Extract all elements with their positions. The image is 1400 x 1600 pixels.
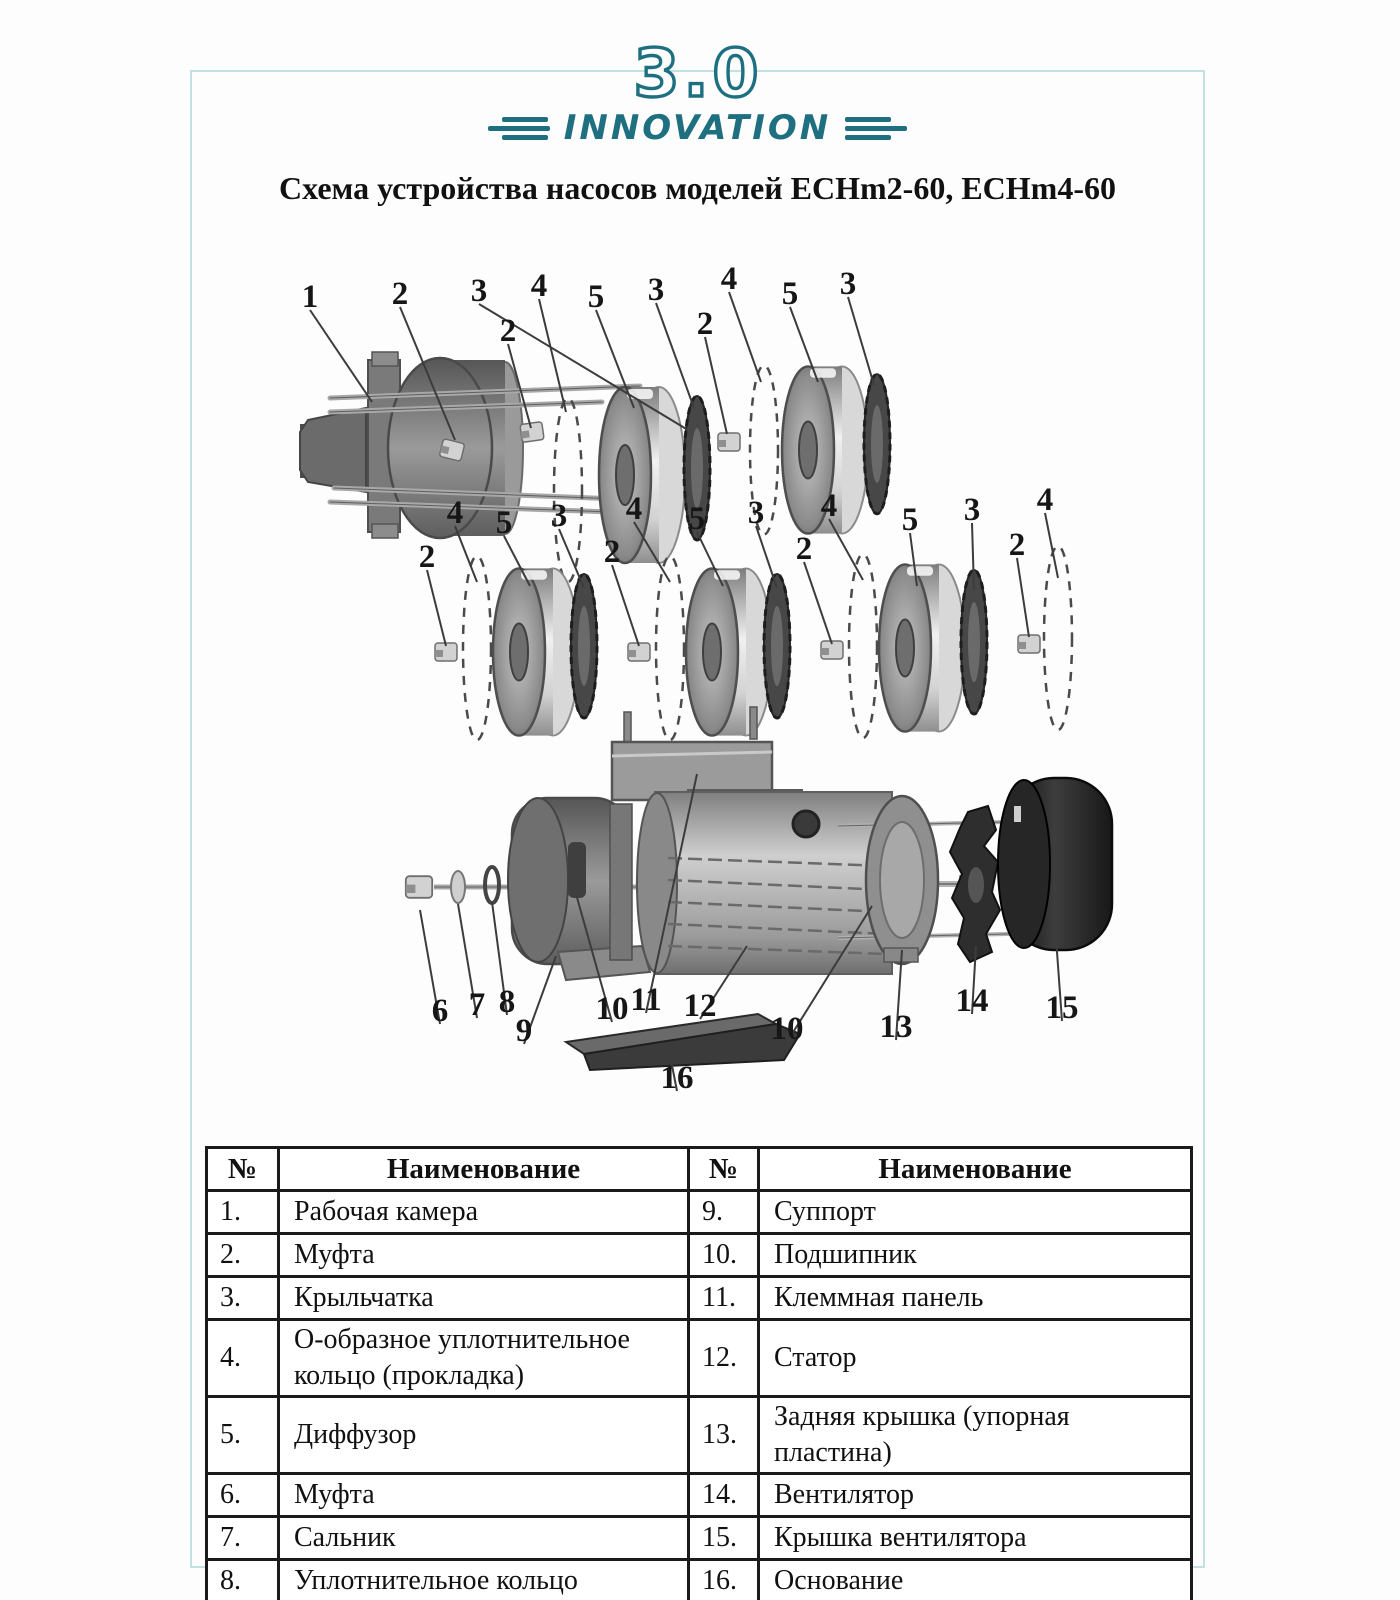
row-1-left-num: 1. [207, 1191, 279, 1234]
coupling-part [520, 422, 544, 443]
row-6-left-name: Муфта [279, 1474, 689, 1517]
callout-number-6: 6 [431, 993, 449, 1029]
callout-number-4: 4 [530, 268, 548, 304]
row-3-right-name: Клеммная панель [759, 1277, 1192, 1320]
callout-number-5: 5 [495, 505, 513, 541]
table-header-num: № [207, 1148, 279, 1191]
callout-number-2: 2 [603, 534, 621, 570]
callout-number-16: 16 [660, 1060, 694, 1096]
logo-3-0-text: 3.0 [633, 35, 762, 112]
row-7-right-name: Крышка вентилятора [759, 1517, 1192, 1560]
row-1-right-num: 9. [689, 1191, 759, 1234]
row-8-right-name: Основание [759, 1560, 1192, 1600]
row-5-left-num: 5. [207, 1397, 279, 1474]
parts-table [205, 1146, 1193, 1600]
row-1-right-name: Суппорт [759, 1191, 1192, 1234]
table-header-name: Наименование [759, 1148, 1192, 1191]
row-6-right-name: Вентилятор [759, 1474, 1192, 1517]
callout-number-2: 2 [1008, 527, 1026, 563]
row-6-right-num: 14. [689, 1474, 759, 1517]
table-row [207, 1191, 1192, 1234]
row-5-right-name: Задняя крышка (упорная пластина) [759, 1397, 1192, 1474]
logo-wordmark: INNOVATION [563, 108, 832, 148]
row-8-left-num: 8. [207, 1560, 279, 1600]
callout-number-13: 13 [879, 1009, 913, 1045]
callout-number-4: 4 [446, 495, 464, 531]
callout-number-3: 3 [470, 273, 488, 309]
table-row [207, 1474, 1192, 1517]
callout-number-15: 15 [1045, 990, 1079, 1026]
impeller-part [864, 374, 890, 514]
callout-number-3: 3 [963, 492, 981, 528]
callout-number-3: 3 [647, 272, 665, 308]
callout-number-11: 11 [630, 982, 662, 1018]
row-3-right-num: 11. [689, 1277, 759, 1320]
row-2-right-name: Подшипник [759, 1234, 1192, 1277]
table-header-name: Наименование [279, 1148, 689, 1191]
callout-leader-2 [804, 562, 832, 644]
callout-number-12: 12 [683, 988, 717, 1024]
fan-cover-part [998, 778, 1112, 950]
row-8-left-name: Уплотнительное кольцо [279, 1560, 689, 1600]
row-6-left-num: 6. [207, 1474, 279, 1517]
callout-number-2: 2 [391, 276, 409, 312]
table-row [207, 1277, 1192, 1320]
table-row [207, 1320, 1192, 1397]
row-5-right-num: 13. [689, 1397, 759, 1474]
callout-number-8: 8 [498, 984, 516, 1020]
gland-seal-part [451, 871, 465, 903]
callout-number-4: 4 [1036, 482, 1054, 518]
support-part [508, 798, 650, 980]
callout-number-2: 2 [696, 306, 714, 342]
callout-leader-4 [539, 299, 566, 412]
callout-number-5: 5 [688, 501, 706, 537]
table-row [207, 1234, 1192, 1277]
row-3-left-num: 3. [207, 1277, 279, 1320]
callout-number-14: 14 [955, 983, 989, 1019]
table-row [207, 1560, 1192, 1600]
row-3-left-name: Крыльчатка [279, 1277, 689, 1320]
table-row [207, 1517, 1192, 1560]
table-row [207, 1397, 1192, 1474]
row-7-left-num: 7. [207, 1517, 279, 1560]
callout-leader-4 [1045, 513, 1058, 578]
callout-leader-2 [1017, 558, 1029, 637]
callout-leader-2 [705, 337, 727, 434]
callout-leader-2 [427, 570, 446, 646]
callout-number-3: 3 [747, 495, 765, 531]
callout-number-2: 2 [418, 539, 436, 575]
coupling-part [718, 433, 740, 451]
callout-number-2: 2 [499, 313, 517, 349]
oring-part [554, 398, 582, 582]
fan-part [950, 806, 1000, 962]
row-4-right-num: 12. [689, 1320, 759, 1397]
row-4-left-num: 4. [207, 1320, 279, 1397]
callout-leader-2 [612, 565, 639, 646]
row-7-right-num: 15. [689, 1517, 759, 1560]
callout-leader-1 [310, 310, 372, 402]
row-8-right-num: 16. [689, 1560, 759, 1600]
page-title: Схема устройства насосов моделей ECHm2-60, ECHm4-60 [279, 170, 1116, 206]
callout-number-5: 5 [587, 279, 605, 315]
callout-number-5: 5 [901, 502, 919, 538]
row-4-right-name: Статор [759, 1320, 1192, 1397]
callout-number-1: 1 [301, 279, 319, 315]
callout-number-4: 4 [625, 491, 643, 527]
row-7-left-name: Сальник [279, 1517, 689, 1560]
callout-number-5: 5 [781, 276, 799, 312]
callout-number-7: 7 [468, 987, 486, 1023]
callout-leader-4 [729, 292, 761, 382]
row-2-left-num: 2. [207, 1234, 279, 1277]
callout-number-9: 9 [515, 1013, 533, 1049]
row-4-left-name: О-образное уплотнительное кольцо (прокладка) [279, 1320, 689, 1397]
row-1-left-name: Рабочая камера [279, 1191, 689, 1234]
rear-cover-part [866, 796, 938, 964]
coupling-part [406, 876, 432, 898]
row-2-right-num: 10. [689, 1234, 759, 1277]
callout-number-10: 10 [595, 991, 629, 1027]
row-2-left-name: Муфта [279, 1234, 689, 1277]
callout-number-10: 10 [770, 1011, 804, 1047]
callout-number-4: 4 [720, 261, 738, 297]
row-5-left-name: Диффузор [279, 1397, 689, 1474]
callout-number-2: 2 [795, 531, 813, 567]
callout-number-4: 4 [820, 488, 838, 524]
table-header-num: № [689, 1148, 759, 1191]
callout-number-3: 3 [839, 266, 857, 302]
callout-number-3: 3 [550, 498, 568, 534]
